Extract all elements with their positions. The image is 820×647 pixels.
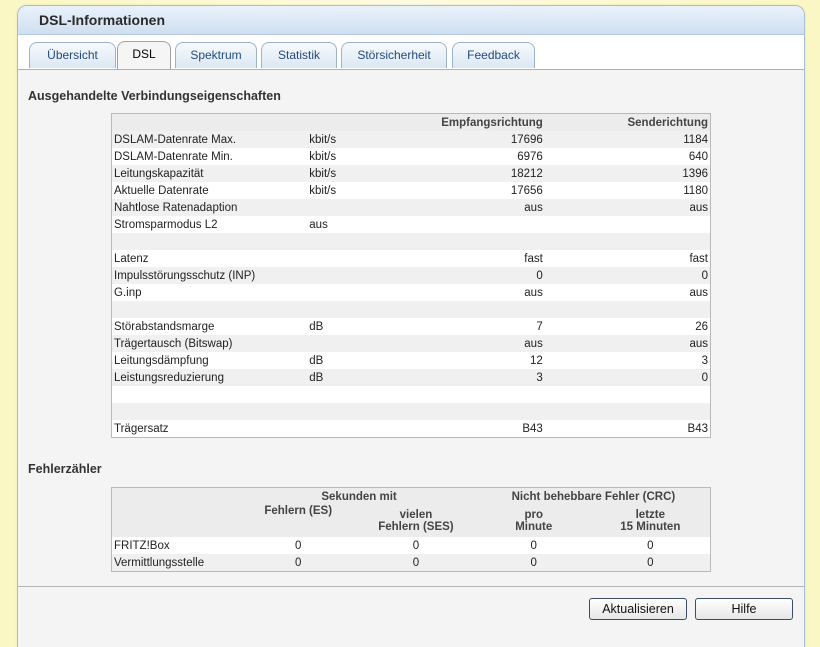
row-unit: [307, 267, 417, 284]
row-label: [112, 403, 308, 420]
row-downstream: B43: [417, 420, 545, 438]
table-row: [112, 420, 711, 438]
row-downstream: 3: [417, 369, 545, 386]
row-upstream: 3: [545, 352, 711, 369]
row-upstream: [545, 301, 711, 318]
header-crc-errors: Nicht behebbare Fehler (CRC): [477, 488, 711, 506]
error-crc-15-min: 0: [591, 554, 711, 572]
table-row: [112, 148, 711, 165]
row-downstream: 17696: [417, 131, 545, 148]
row-downstream: aus: [417, 199, 545, 216]
row-unit: [307, 386, 417, 403]
table-row: [112, 233, 711, 250]
header-ses: vielen Fehlern (SES): [355, 505, 477, 537]
row-downstream: 12: [417, 352, 545, 369]
table-row: [112, 199, 711, 216]
row-label: Störabstandsmarge: [112, 318, 308, 335]
row-label: Trägersatz: [112, 420, 308, 438]
table-header-row: [112, 114, 711, 132]
row-unit: [307, 335, 417, 352]
row-upstream: fast: [545, 250, 711, 267]
tab-statistik[interactable]: Statistik: [261, 42, 337, 68]
row-unit: dB: [307, 318, 417, 335]
row-upstream: 1184: [545, 131, 711, 148]
error-group-header-row: [112, 488, 711, 506]
row-downstream: 0: [417, 267, 545, 284]
table-row: [112, 165, 711, 182]
row-upstream: 0: [545, 369, 711, 386]
row-unit: [307, 250, 417, 267]
error-crc-15-min: 0: [591, 537, 711, 554]
row-upstream: B43: [545, 420, 711, 438]
table-row: [112, 250, 711, 267]
table-row: [112, 352, 711, 369]
row-label: [112, 301, 308, 318]
error-row: [112, 537, 711, 554]
footer-bar: [18, 586, 804, 647]
tab-bar: [18, 35, 804, 70]
panel-titlebar: [18, 6, 804, 35]
row-upstream: [545, 233, 711, 250]
error-counter-table: [111, 487, 711, 572]
table-row: [112, 301, 711, 318]
row-label: Aktuelle Datenrate: [112, 182, 308, 199]
table-row: [112, 284, 711, 301]
row-downstream: [417, 403, 545, 420]
row-upstream: aus: [545, 335, 711, 352]
row-label: Stromsparmodus L2: [112, 216, 308, 233]
row-downstream: [417, 233, 545, 250]
row-upstream: aus: [545, 199, 711, 216]
row-downstream: [417, 301, 545, 318]
row-label: Leitungskapazität: [112, 165, 308, 182]
row-unit: [307, 403, 417, 420]
header-seconds-with: Sekunden mit: [241, 488, 477, 506]
row-unit: kbit/s: [307, 148, 417, 165]
row-label: [112, 386, 308, 403]
row-unit: [307, 233, 417, 250]
error-col-header-row: [112, 505, 711, 537]
tab-spektrum[interactable]: Spektrum: [175, 42, 257, 68]
table-row: [112, 335, 711, 352]
refresh-button[interactable]: Aktualisieren: [589, 598, 687, 620]
row-downstream: aus: [417, 284, 545, 301]
table-row: [112, 318, 711, 335]
row-unit: [307, 301, 417, 318]
column-header-upstream: Senderichtung: [545, 114, 711, 132]
table-row: [112, 131, 711, 148]
row-downstream: 6976: [417, 148, 545, 165]
row-label: Latenz: [112, 250, 308, 267]
row-downstream: 17656: [417, 182, 545, 199]
row-unit: kbit/s: [307, 182, 417, 199]
row-upstream: 1396: [545, 165, 711, 182]
tab-stoersicherheit[interactable]: Störsicherheit: [341, 42, 447, 68]
help-button[interactable]: Hilfe: [695, 598, 793, 620]
row-unit: dB: [307, 369, 417, 386]
row-unit: [307, 199, 417, 216]
row-upstream: aus: [545, 284, 711, 301]
tab-uebersicht[interactable]: Übersicht: [29, 42, 116, 68]
row-label: Nahtlose Ratenadaption: [112, 199, 308, 216]
table-row: [112, 386, 711, 403]
row-upstream: [545, 216, 711, 233]
row-upstream: 1180: [545, 182, 711, 199]
row-label: [112, 233, 308, 250]
error-es: 0: [241, 537, 355, 554]
error-row-label: FRITZ!Box: [112, 537, 242, 554]
header-crc-per-minute: pro Minute: [477, 505, 591, 537]
row-upstream: 0: [545, 267, 711, 284]
row-label: DSLAM-Datenrate Min.: [112, 148, 308, 165]
error-ses: 0: [355, 554, 477, 572]
row-label: G.inp: [112, 284, 308, 301]
row-unit: [307, 420, 417, 438]
row-downstream: fast: [417, 250, 545, 267]
error-es: 0: [241, 554, 355, 572]
section-heading-errors: Fehlerzähler: [28, 462, 102, 476]
page-title: DSL-Informationen: [39, 12, 165, 28]
header-crc-last-15-min: letzte 15 Minuten: [591, 505, 711, 537]
row-upstream: [545, 386, 711, 403]
row-upstream: 640: [545, 148, 711, 165]
section-heading-connection: Ausgehandelte Verbindungseigenschaften: [28, 89, 281, 103]
table-row: [112, 216, 711, 233]
error-ses: 0: [355, 537, 477, 554]
dsl-info-panel: [17, 5, 805, 647]
row-label: Leitungsdämpfung: [112, 352, 308, 369]
row-downstream: [417, 216, 545, 233]
row-unit: kbit/s: [307, 131, 417, 148]
header-es: Fehlern (ES): [241, 505, 355, 537]
content-area: [18, 70, 804, 586]
row-downstream: [417, 386, 545, 403]
row-label: DSLAM-Datenrate Max.: [112, 131, 308, 148]
error-crc-per-minute: 0: [477, 554, 591, 572]
column-header-downstream: Empfangsrichtung: [417, 114, 545, 132]
table-row: [112, 403, 711, 420]
tab-dsl[interactable]: DSL: [117, 41, 171, 69]
connection-properties-table: [111, 113, 711, 438]
row-unit: dB: [307, 352, 417, 369]
tab-feedback[interactable]: Feedback: [452, 42, 535, 68]
row-downstream: aus: [417, 335, 545, 352]
row-label: Leistungsreduzierung: [112, 369, 308, 386]
row-upstream: [545, 403, 711, 420]
error-row: [112, 554, 711, 572]
row-downstream: 18212: [417, 165, 545, 182]
table-row: [112, 182, 711, 199]
row-unit: aus: [307, 216, 417, 233]
table-row: [112, 369, 711, 386]
row-label: Trägertausch (Bitswap): [112, 335, 308, 352]
table-row: [112, 267, 711, 284]
row-unit: kbit/s: [307, 165, 417, 182]
row-label: Impulsstörungsschutz (INP): [112, 267, 308, 284]
row-upstream: 26: [545, 318, 711, 335]
error-row-label: Vermittlungsstelle: [112, 554, 242, 572]
row-unit: [307, 284, 417, 301]
row-downstream: 7: [417, 318, 545, 335]
error-crc-per-minute: 0: [477, 537, 591, 554]
